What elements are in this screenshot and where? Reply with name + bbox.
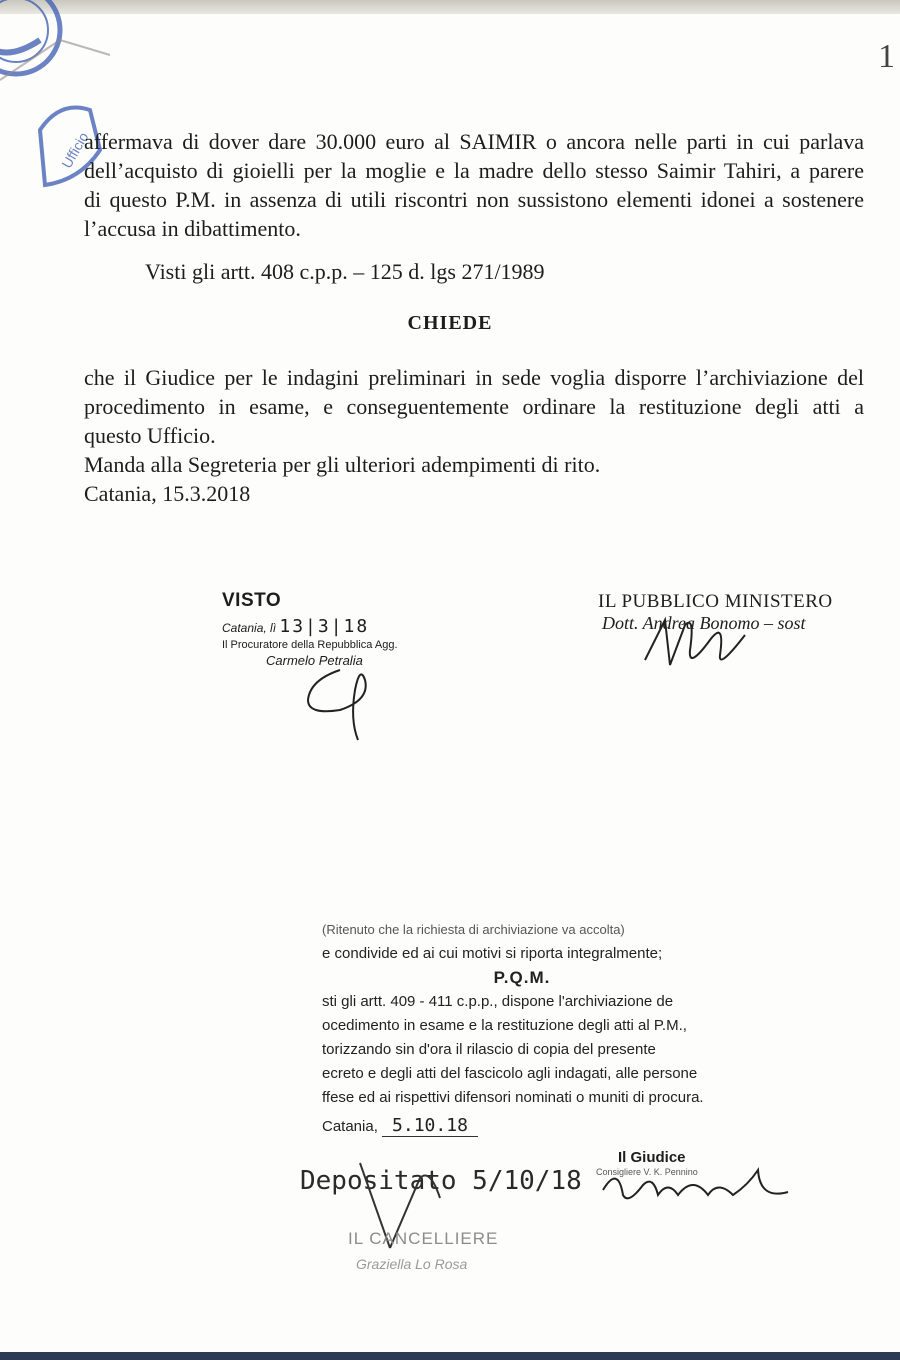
pm-title: IL PUBBLICO MINISTERO bbox=[598, 591, 833, 612]
pqm-heading: P.Q.M. bbox=[493, 968, 551, 987]
decree-line: sti gli artt. 409 - 411 c.p.p., dispone l'archiviazione de bbox=[322, 993, 674, 1010]
text-line: di questo P.M. in assenza di utili riscontri non sussistono elementi idonei a sostenere bbox=[84, 187, 864, 212]
visto-name: Carmelo Petralia bbox=[266, 653, 363, 668]
visto-date-handwritten: 13|3|18 bbox=[279, 616, 370, 637]
cancelliere-name: Graziella Lo Rosa bbox=[356, 1256, 468, 1272]
text-line: questo Ufficio. bbox=[84, 423, 216, 448]
decree-line: ecreto e degli atti del fascicolo agli indagati, alle persone bbox=[322, 1065, 698, 1082]
visto-title: VISTO bbox=[222, 590, 282, 611]
cancelliere-title: IL CANCELLIERE bbox=[348, 1229, 499, 1248]
visto-date bbox=[222, 616, 398, 637]
paragraph-findings bbox=[84, 127, 864, 243]
giudice-subtitle: Consigliere V. K. Pennino bbox=[596, 1167, 698, 1177]
heading-chiede: CHIEDE bbox=[407, 312, 493, 334]
text-line: affermava di dover dare 30.000 euro al SAIMIR o ancora nelle parti in cui parlava bbox=[84, 129, 864, 154]
text-line: l’accusa in dibattimento. bbox=[84, 216, 301, 241]
decree-block bbox=[322, 918, 722, 1139]
place-date: Catania, 15.3.2018 bbox=[84, 481, 251, 506]
svg-text:Ufficio: Ufficio bbox=[58, 129, 92, 171]
visto-block bbox=[222, 590, 398, 668]
pm-signature bbox=[640, 610, 760, 680]
page-number: 1 bbox=[878, 38, 895, 75]
deposit-handwritten: Depositato 5/10/18 bbox=[300, 1166, 582, 1196]
giudice-signature bbox=[598, 1160, 798, 1210]
decree-line: ffese ed ai rispettivi difensori nominati o muniti di procura. bbox=[322, 1089, 704, 1106]
paragraph-request bbox=[84, 363, 864, 450]
decree-line: torizzando sin d'ora il rilascio di copia del presente bbox=[322, 1041, 656, 1058]
scan-top-edge bbox=[0, 0, 900, 14]
legal-reference bbox=[145, 257, 645, 286]
giudice-title: Il Giudice bbox=[618, 1149, 686, 1166]
manda-line: Manda alla Segreteria per gli ulteriori adempimenti di rito. bbox=[84, 452, 601, 477]
decree-date bbox=[322, 1114, 722, 1139]
decree-date-handwritten: 5.10.18 bbox=[382, 1115, 478, 1137]
text-line: Visti gli artt. 408 c.p.p. – 125 d. lgs 271/1989 bbox=[145, 259, 545, 284]
decree-line: e condivide ed ai cui motivi si riporta integralmente; bbox=[322, 945, 663, 962]
visto-signature bbox=[300, 660, 400, 750]
visto-office: Il Procuratore della Repubblica Agg. bbox=[222, 639, 398, 651]
text-line: dell’acquisto di gioielli per la moglie e la madre dello stesso Saimir Tahiri, a parere bbox=[84, 158, 864, 183]
decree-line: ocedimento in esame e la restituzione degli atti al P.M., bbox=[322, 1017, 687, 1034]
visto-date-label: Catania, lì bbox=[222, 621, 277, 635]
scan-bottom-edge bbox=[0, 1352, 900, 1360]
text-line: procedimento in esame, e conseguentemente ordinare la restituzione degli atti a bbox=[84, 394, 864, 419]
closing-lines bbox=[84, 450, 864, 508]
decree-line-faded: (Ritenuto che la richiesta di archiviazione va accolta) bbox=[322, 922, 625, 937]
pm-name: Dott. Andrea Bonomo – sost bbox=[602, 613, 806, 633]
text-line: che il Giudice per le indagini preliminari in sede voglia disporre l’archiviazione del bbox=[84, 365, 864, 390]
decree-date-label: Catania, bbox=[322, 1118, 378, 1135]
